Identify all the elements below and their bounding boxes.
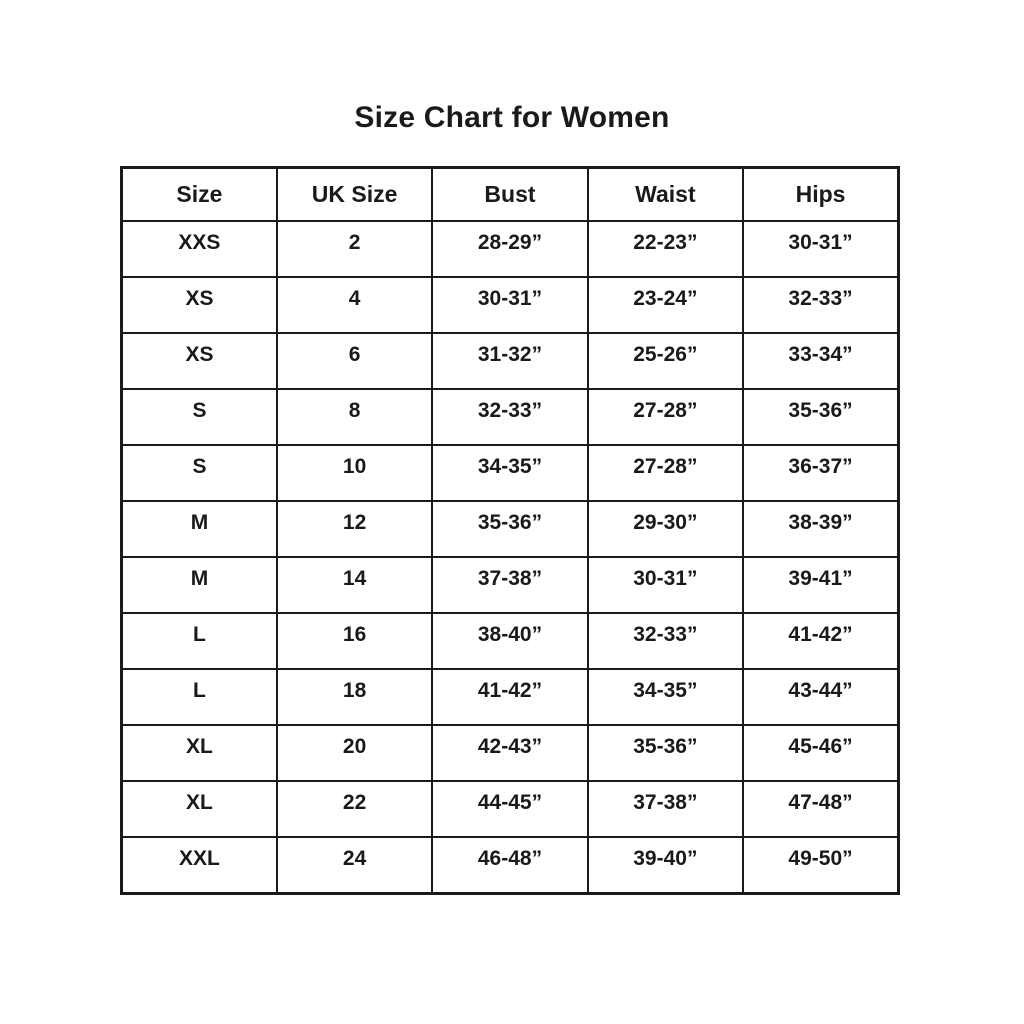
table-row	[122, 389, 899, 445]
table-cell: 35-36”	[432, 501, 587, 557]
size-chart-table	[120, 166, 900, 895]
header-row	[122, 168, 899, 222]
table-cell: 18	[277, 669, 432, 725]
table-cell: 36-37”	[743, 445, 898, 501]
table-cell: 34-35”	[588, 669, 743, 725]
table-cell: S	[122, 445, 277, 501]
table-cell: 23-24”	[588, 277, 743, 333]
table-cell: 33-34”	[743, 333, 898, 389]
table-row	[122, 221, 899, 277]
table-cell: 35-36”	[743, 389, 898, 445]
table-cell: 32-33”	[743, 277, 898, 333]
table-cell: 27-28”	[588, 389, 743, 445]
table-cell: XXS	[122, 221, 277, 277]
table-row	[122, 277, 899, 333]
table-cell: XL	[122, 781, 277, 837]
table-cell: 28-29”	[432, 221, 587, 277]
table-cell: XXL	[122, 837, 277, 894]
table-cell: XS	[122, 277, 277, 333]
table-cell: 20	[277, 725, 432, 781]
table-cell: 46-48”	[432, 837, 587, 894]
table-cell: XL	[122, 725, 277, 781]
table-row	[122, 445, 899, 501]
table-row	[122, 333, 899, 389]
table-cell: 32-33”	[432, 389, 587, 445]
table-cell: M	[122, 501, 277, 557]
table-row	[122, 669, 899, 725]
table-cell: 42-43”	[432, 725, 587, 781]
table-cell: 39-40”	[588, 837, 743, 894]
table-cell: 12	[277, 501, 432, 557]
table-cell: 37-38”	[432, 557, 587, 613]
table-row	[122, 725, 899, 781]
table-cell: 30-31”	[588, 557, 743, 613]
table-cell: 25-26”	[588, 333, 743, 389]
table-cell: 10	[277, 445, 432, 501]
table-cell: 22	[277, 781, 432, 837]
table-cell: 47-48”	[743, 781, 898, 837]
table-cell: 38-40”	[432, 613, 587, 669]
table-cell: M	[122, 557, 277, 613]
table-row	[122, 557, 899, 613]
header-cell-waist: Waist	[588, 168, 743, 222]
header-cell-bust: Bust	[432, 168, 587, 222]
table-cell: 30-31”	[432, 277, 587, 333]
header-cell-hips: Hips	[743, 168, 898, 222]
header-cell-uk-size: UK Size	[277, 168, 432, 222]
table-cell: 45-46”	[743, 725, 898, 781]
table-cell: 37-38”	[588, 781, 743, 837]
table-cell: 14	[277, 557, 432, 613]
table-cell: 43-44”	[743, 669, 898, 725]
table-row	[122, 613, 899, 669]
table-cell: 22-23”	[588, 221, 743, 277]
table-cell: XS	[122, 333, 277, 389]
table-cell: 31-32”	[432, 333, 587, 389]
table-cell: 27-28”	[588, 445, 743, 501]
table-row	[122, 837, 899, 894]
table-cell: L	[122, 613, 277, 669]
table-row	[122, 501, 899, 557]
page-title: Size Chart for Women	[354, 101, 670, 134]
table-cell: L	[122, 669, 277, 725]
header-cell-size: Size	[122, 168, 277, 222]
table-cell: 38-39”	[743, 501, 898, 557]
table-row	[122, 781, 899, 837]
table-cell: 32-33”	[588, 613, 743, 669]
table-cell: 35-36”	[588, 725, 743, 781]
table-cell: 34-35”	[432, 445, 587, 501]
table-cell: 44-45”	[432, 781, 587, 837]
table-cell: S	[122, 389, 277, 445]
table-cell: 30-31”	[743, 221, 898, 277]
table-cell: 39-41”	[743, 557, 898, 613]
table-cell: 4	[277, 277, 432, 333]
table-cell: 24	[277, 837, 432, 894]
table-cell: 16	[277, 613, 432, 669]
table-cell: 49-50”	[743, 837, 898, 894]
table-cell: 41-42”	[432, 669, 587, 725]
table-cell: 6	[277, 333, 432, 389]
table-cell: 41-42”	[743, 613, 898, 669]
table-cell: 29-30”	[588, 501, 743, 557]
table-cell: 2	[277, 221, 432, 277]
table-cell: 8	[277, 389, 432, 445]
